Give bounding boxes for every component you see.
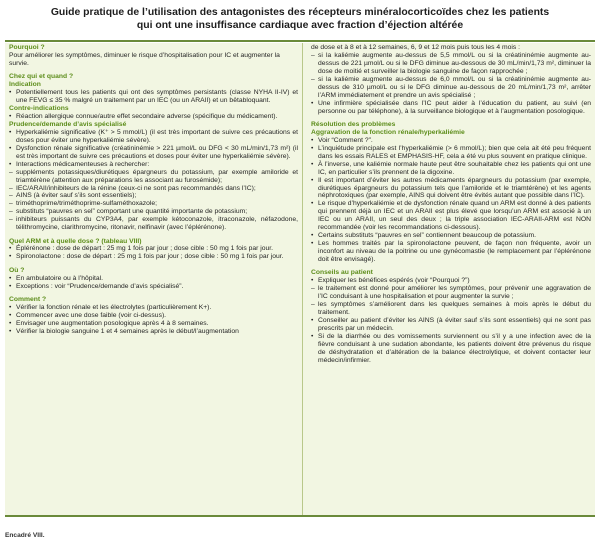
conseils-item: • Conseiller au patient d’éviter les AINS (à éviter sauf s’ils sont essentiels) qui ne sont pas prescrits par un médecin. [311,317,591,333]
figure-caption: Encadré VIII. [5,532,45,539]
dose-item: • Spironolactone : dose de départ : 25 mg 1 fois par jour ; dose cible : 50 mg 1 fois par jour. [9,253,298,261]
conseils-item: • Si de la diarrhée ou des vomissements surviennent ou s’il y a une infection avec de la fièvre conduisant à une sudation abondante, les patients doivent être prévenus du risque de déshydratation et d’altération de la balance électrolytique, et doivent contacter leur médecin/infirmier. [311,333,591,365]
contre-indication-item: • Réaction allergique connue/autre effet secondaire adverse (spécifique du médicament). [9,113,298,121]
interaction-item: – IEC/ARAII/inhibiteurs de la rénine (ceux-ci ne sont pas recommandés dans l’IC); [9,185,298,193]
prudence-item: • Interactions médicamenteuses à rechercher: [9,161,298,169]
monitoring-item: – si la kaliémie augmente au-dessus de 6,0 mmol/L ou si la créatininémie augmente au-dessus de 310 µmol/L ou si le DFG diminue au-dessous de 20 mL/min/1,73 m², arrêter l’ARM immédiatement et prendre un avis spécialisé ; [311,76,591,100]
heading-quel-arm: Quel ARM et à quelle dose ? (tableau VIII) [9,237,142,245]
heading-contre-indications: Contre-indications [9,104,69,112]
conseils-dash-item: – les symptômes s’améliorent dans les quelques semaines à mois après le début du traitement. [311,301,591,317]
heading-conseils: Conseils au patient [311,269,373,277]
heading-chez-qui: Chez qui et quand ? [9,73,74,81]
prudence-item: • Dysfonction rénale significative (créatininémie > 221 µmol/L ou DFG < 30 mL/min/1,73 m²) (il est très important de suivre ces précautions et doses pour éviter une hyperkaliémie sévère). [9,145,298,161]
interaction-item: – substituts “pauvres en sel” comportant une quantité importante de potassium; [9,208,298,216]
guide-box [5,43,595,517]
title-line-1: Guide pratique de l’utilisation des antagonistes des récepteurs minéralocorticoïdes chez les patients [50,7,550,18]
title-line-2: qui ont une insuffisance cardiaque avec fraction d’éjection altérée [136,20,464,31]
heading-aggravation: Aggravation de la fonction rénale/hyperkaliémie [311,128,465,136]
pourquoi-text: Pour améliorer les symptômes, diminuer le risque d’hospitalisation pour IC et augmenter la survie. [9,51,280,67]
heading-resolution: Résolution des problèmes [311,120,396,128]
heading-prudence: Prudence/demande d’avis spécialisé [9,120,127,128]
continuation-text: de dose et à 8 et à 12 semaines, 6, 9 et 12 mois puis tous les 4 mois : [311,44,520,51]
comment-item: • Envisager une augmentation posologique après 4 à 8 semaines. [9,320,298,328]
resolution-item: • L’inquiétude principale est l’hyperkaliémie (> 6 mmol/L); bien que cela ait été peu fréquent dans les essais RALES et EMPHASIS-HF, cela a été vu plus souvent en pratique clinique. [311,145,591,161]
heading-ou: Où ? [9,266,25,274]
comment-item: • Vérifier la biologie sanguine 1 et 4 semaines après le début/l’augmentation [9,328,298,336]
resolution-item: • Voir “Comment ?”. [311,137,591,145]
conseils-dash-item: – le traitement est donné pour améliorer les symptômes, pour prévenir une aggravation de l’IC conduisant à une hospitalisation et pour augmenter la survie ; [311,285,591,301]
page-title [0,6,600,32]
interaction-item: – AINS (à éviter sauf s’ils sont essentiels); [9,192,298,200]
resolution-item: • Le risque d’hyperkaliémie et de dysfonction rénale quand un ARM est donné à des patients qui prennent déjà un IEC et un ARAII est plus élevé que lorsqu’un ARM est associé à un IEC ou un ARAII, un seul des deux ; la triple association IEC-ARAII-ARM est NON recommandée (voir les recommandations ci-dessous). [311,200,591,232]
interaction-item: – suppléments potassiques/diurétiques épargneurs du potassium, par exemple amiloride et triamtérène (attention aux préparations les associant au furosémide); [9,169,298,185]
indication-item: • Potentiellement tous les patients qui ont des symptômes persistants (classe NYHA II-IV) et une FEVG ≤ 35 % malgré un traitement par un IEC (ou un ARAII) et un bêtabloquant. [9,89,298,105]
heading-indication: Indication [9,81,41,89]
prudence-item: • Hyperkaliémie significative (K⁺ > 5 mmol/L) (il est très important de suivre ces précautions et doses pour éviter une hyperkaliémie sévère). [9,129,298,145]
nurse-item: • Une infirmière spécialisée dans l’IC peut aider à l’éducation du patient, au suivi (en personne ou par téléphone), à la surveillance biologique et à l’augmentation posologique. [311,100,591,116]
resolution-item: • Certains substituts “pauvres en sel” contiennent beaucoup de potassium. [311,232,591,240]
interaction-item: – triméthoprime/triméthoprime-sulfaméthoxazole; [9,200,298,208]
resolution-item: • Il est important d’éviter les autres médicaments épargneurs du potassium (par exemple, diurétiques épargneurs du potassium tels que l’amiloride et le triamtérène) et les agents néphrotoxiques (par exemple, AINS qui doivent être évités autant que possible dans l’IC). [311,177,591,201]
ou-item: • En ambulatoire ou à l’hôpital. [9,275,298,283]
title-divider [5,40,595,42]
resolution-item: • À l’inverse, une kaliémie normale haute peut être souhaitable chez les patients qui ont une IC, en particulier s’ils prennent de la digoxine. [311,161,591,177]
comment-item: • Vérifier la fonction rénale et les électrolytes (particulièrement K+). [9,304,298,312]
resolution-item: • Les hommes traités par la spironolactone peuvent, de façon non fréquente, avoir un inconfort au niveau de la poitrine ou une gynécomastie (le remplacement par l’éplérénone doit être envisagé). [311,240,591,264]
interaction-item: – inhibiteurs puissants du CYP3A4, par exemple kétoconazole, itraconazole, néfazodone, télithromycine, clarithromycine, ritonavir, nelfinavir (avec l’éplérénone). [9,216,298,232]
conseils-intro: • Expliquer les bénéfices espérés (voir “Pourquoi ?”) [311,277,591,285]
ou-item: • Exceptions : voir “Prudence/demande d’avis spécialisé”. [9,283,298,291]
monitoring-item: – si la kaliémie augmente au-dessus de 5,5 mmol/L ou si la créatininémie augmente au-dessus de 221 µmol/L ou si le DFG diminue au-dessous de 30 mL/min/1,73 m², diminuer la dose de moitié et surveiller la biologie sanguine de façon rapprochée ; [311,52,591,76]
comment-item: • Commencer avec une dose faible (voir ci-dessus). [9,312,298,320]
left-column [5,43,302,515]
right-column [302,43,595,515]
heading-pourquoi: Pourquoi ? [9,44,45,51]
dose-item: • Éplérénone : dose de départ : 25 mg 1 fois par jour ; dose cible : 50 mg 1 fois par jour. [9,245,298,253]
heading-comment: Comment ? [9,295,47,303]
